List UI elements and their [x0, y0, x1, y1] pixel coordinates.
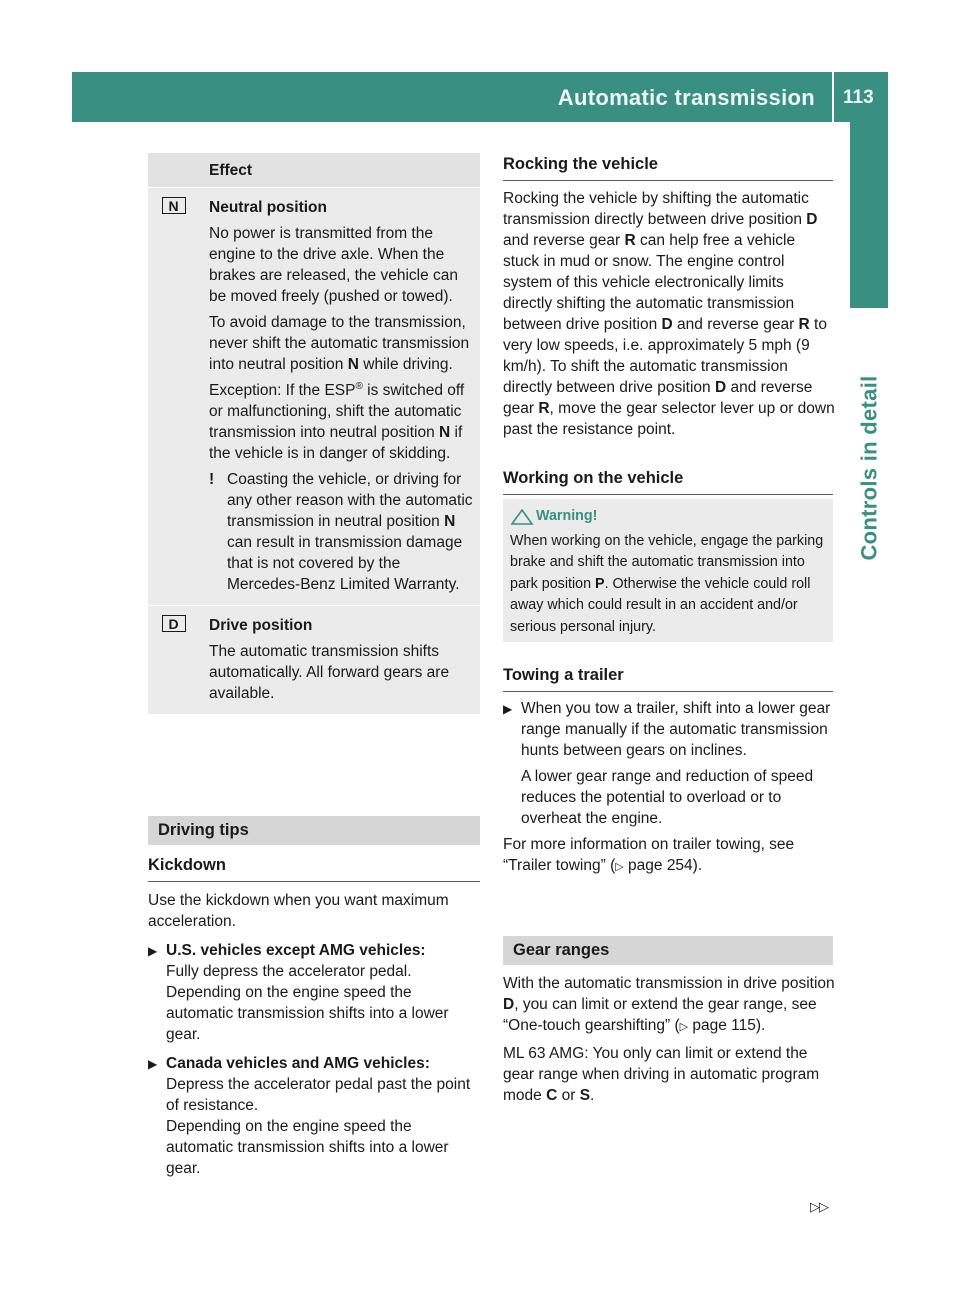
gear-ranges-body: With the automatic transmission in drive position D, you can limit or extend the gear range, see “One-touch gearshifting” (▷ page 115). ML 63 AMG: You only can limit or extend the gear range when driving in automatic program mode C or S. — [503, 975, 835, 1104]
gear-ranges-heading: Gear ranges — [503, 936, 833, 965]
header-divider — [832, 72, 834, 122]
drive-gear-icon: D — [162, 615, 186, 632]
rocking-body: Rocking the vehicle by shifting the automatic transmission directly between drive position D and reverse gear R can help free a vehicle stuck in mud or snow. The engine control system of this vehicle electronically limits directly shifting the automatic transmission between drive position D and reverse gear R to very low speeds, i.e. approximately 5 mph (9 km/h). To shift the automatic transmission directly between drive position D and reverse gear R, move the gear selector lever up or down past the resistance point. — [503, 190, 835, 438]
page-ref-arrow-icon: ▷ — [679, 1021, 689, 1033]
warning-triangle-icon — [510, 509, 534, 525]
kickdown-intro: Use the kickdown when you want maximum acceleration. — [148, 892, 449, 930]
side-tab — [850, 122, 888, 308]
arrow-bullet-icon: ▶ — [148, 1057, 158, 1071]
neutral-title: Neutral position — [209, 199, 327, 216]
drive-title: Drive position — [209, 617, 313, 634]
kickdown-body — [148, 890, 482, 1184]
towing-body — [503, 698, 835, 883]
arrow-bullet-icon: ▶ — [148, 944, 158, 958]
arrow-bullet-icon: ▶ — [503, 702, 513, 716]
kickdown-canada-item: ▶ Canada vehicles and AMG vehicles: Depress the accelerator pedal past the point of resistance. Depending on the engine speed the automatic transmission shifts into a lower gear. — [148, 1055, 471, 1177]
warning-header — [510, 506, 827, 528]
neutral-paragraph: No power is transmitted from the engine to the drive axle. When the brakes are released, the vehicle can be moved freely (pushed or towed). — [209, 225, 459, 305]
table-header — [148, 153, 480, 188]
effect-column-header: Effect — [209, 161, 253, 179]
page-ref-arrow-icon: ▷ — [615, 861, 624, 873]
kickdown-us-item: ▶ U.S. vehicles except AMG vehicles: Fully depress the accelerator pedal. Depending on the engine speed the automatic transmission shifts into a lower gear. — [148, 942, 449, 1043]
page-header — [72, 72, 888, 122]
warning-text: When working on the vehicle, engage the parking brake and shift the automatic transmission into park position P. Otherwise the vehicle could roll away which could result in an accident and/or serious personal injury. — [510, 532, 824, 635]
chapter-title: Automatic transmission — [557, 84, 815, 110]
kickdown-heading: Kickdown — [148, 855, 480, 882]
towing-more-info: For more information on trailer towing, see “Trailer towing” (▷ page 254). — [503, 836, 795, 874]
neutral-note: ! Coasting the vehicle, or driving for any other reason with the automatic transmission in neutral position N can result in transmission damage that is not covered by the Mercedes-Benz Limited Warranty. — [209, 471, 473, 593]
neutral-exception-paragraph: Exception: If the ESP® is switched off or malfunctioning, shift the automatic transmission into neutral position N if the vehicle is in danger of skidding. — [209, 380, 465, 462]
neutral-gear-icon: N — [162, 197, 186, 214]
caution-icon: ! — [209, 471, 215, 488]
table-row-drive — [148, 606, 480, 715]
continued-icon: ▷▷ — [810, 1199, 828, 1214]
warning-box — [503, 499, 833, 642]
drive-paragraph: The automatic transmission shifts automatically. All forward gears are available. — [209, 643, 450, 702]
gear-position-table — [148, 153, 480, 715]
working-heading: Working on the vehicle — [503, 468, 833, 495]
side-tab-label: Controls in detail — [856, 375, 882, 561]
driving-tips-heading: Driving tips — [148, 816, 480, 845]
towing-item: ▶ When you tow a trailer, shift into a lower gear range manually if the automatic transmission hunts between gears on inclines. A lower gear range and reduction of speed reduces the potential to overload or to overheat the engine. — [503, 700, 831, 827]
page-number: 113 — [843, 86, 874, 108]
neutral-damage-paragraph: To avoid damage to the transmission, never shift the automatic transmission into neutral position N while driving. — [209, 314, 470, 373]
rocking-heading: Rocking the vehicle — [503, 154, 833, 181]
table-row-neutral — [148, 188, 480, 606]
towing-heading: Towing a trailer — [503, 665, 833, 692]
warning-title: Warning! — [536, 508, 598, 524]
